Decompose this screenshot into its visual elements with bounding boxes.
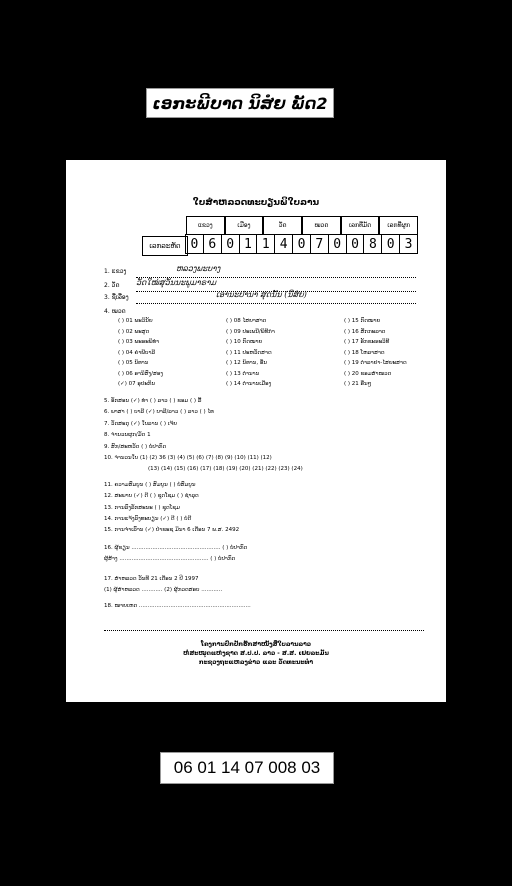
top-label-text: ເອກະພີບາດ ນິສໍຍ ພັດ2 [152,93,328,113]
lower-rows [104,396,424,612]
code-digit: 0 [292,234,311,254]
code-digit: 4 [274,234,293,254]
code-digit: 6 [203,234,222,254]
category-option[interactable]: ( ) 11 ປະຫວັດສາດ [226,349,272,356]
code-digit: 0 [381,234,400,254]
category-option[interactable]: ( ) 19 ຕຳລາຢາ-ໄສຍະສາດ [344,360,407,366]
id-code-label [160,752,334,784]
category-option[interactable]: ( ) 20 ຂອມສຳໝວດ [344,370,392,377]
category-column-2 [226,316,275,390]
code-box [142,216,418,256]
category-column-1 [118,316,163,390]
code-header-temple: ວັດ [263,216,302,234]
category-option[interactable]: ( ) 16 ສັກກະລາດ [344,328,386,335]
form-row: 11. ຄວາມສົມບູນ ( ) ສົມບູນ ( ) ບໍ່ສົມບູນ [104,481,196,488]
code-header-category: ໝວດ [302,216,341,234]
code-digit: 0 [221,234,240,254]
category-option[interactable]: ( ) 02 ພະສູດ [118,328,150,335]
category-option[interactable]: ( ) 06 ອານິສົງ/ສອງ [118,370,163,377]
form-row: 18. ໝາຍເຫດ ................................................................ [104,602,251,609]
category-column-3 [344,316,407,390]
footer-line: ຫໍສະໝຸດແຫ່ງຊາດ ສ.ປ.ປ. ລາວ - ສ.ສ. ເຢຍລະມັນ [183,650,329,657]
code-cells [186,234,418,254]
code-digit: 0 [346,234,365,254]
category-option[interactable]: ( ) 03 ພະອະພິທຳ [118,339,160,345]
footer-line: ໂຄງການປົກປັກຮັກສາໜັງສືໃບລານລາວ [200,641,312,648]
footer [66,640,446,667]
form-row: 1. ແຂວງ [104,268,127,275]
code-digit: 1 [256,234,275,254]
id-code-text: 06 01 14 07 008 03 [173,758,321,777]
fill-line [136,303,416,304]
code-digit: 0 [185,234,204,254]
category-option[interactable]: ( ) 09 ປະເພນີ/ພິທີກຳ [226,328,275,335]
category-option[interactable]: ( ) 13 ຕຳນານ [226,370,260,377]
category-option[interactable]: ( ) 10 ກົດໝາຍ [226,339,263,345]
form-row: 4. ໝວດ [104,308,126,315]
form-row: 16. ຜູ້ຂຽນ ................................................... ( ) ບໍ່ປາກົດ [104,544,248,551]
category-option[interactable]: ( ) 17 ອັກຂະຣະວິທີ [344,339,390,345]
form-row: 13. ການລົງລັກສະນະ ( ) ຊຸດໂຊມ [104,504,180,511]
form-row: 8. ຈຳນວນຜູກ/ມັດ 1 [104,432,151,439]
code-digit: 7 [310,234,329,254]
form-row: 3. ຊື່ເລື່ອງ [104,294,129,301]
category-option[interactable]: ( ) 21 ອື່ນໆ [344,381,372,387]
code-header-fascicle: ເລກທີ່ຜູກ [379,216,418,234]
form-row: (1) ຜູ້ສຳຫລວດ ............ (2) ຜູ້ກວດສອບ ............ [104,587,223,594]
form-row: 7. ວັດສະດຸ (✓) ໃບລານ ( ) ເຈ້ຍ [104,420,178,427]
form-row: 5. ອັກສອນ (✓) ທຳ ( ) ລາວ ( ) ຂອມ ( ) ລື້ [104,398,202,404]
handwritten-temple: ວັດໃໝ່ສຸວັນນະພູມາຣາມ [136,278,217,287]
category-option[interactable]: ( ) 18 ໂຫລາສາດ [344,349,385,356]
form-row: 15. ການຈຳເລົ່ານ (✓) ປຳຂະຊ ມິນາ 6 ເດືອນ 7 ພ.ສ. 2492 [104,527,240,534]
category-option[interactable]: ( ) 08 ໄສຍາສາດ [226,318,267,324]
survey-form-sheet [66,160,446,702]
form-row: 2. ວັດ [104,282,120,289]
category-option[interactable]: (✓) 07 ອຸປະກິນ [118,381,156,387]
category-option[interactable]: ( ) 01 ພະວິນັຍ [118,318,153,324]
code-digit: 1 [239,234,258,254]
code-header-bundle: ເລກທີ່ມັດ [341,216,380,234]
form-row: 9. ສົກ/ສະຫວັດ ( ) ບໍ່ປາກົດ [104,443,167,450]
code-header-district: ເມືອງ [225,216,264,234]
code-digit: 0 [328,234,347,254]
form-row: 12. ສະພາບ (✓) ດີ ( ) ຊຸດໂຊມ ( ) ຊຳລຸດ [104,493,199,500]
category-option[interactable]: ( ) 05 ນິທານ [118,360,149,366]
fill-line [104,630,424,631]
category-option[interactable]: ( ) 15 ກົດໝາຍ [344,318,381,324]
form-row: 17. ສຳຫລວດ ວັນທີ 21 ເດືອນ 2 ປີ 1997 [104,575,199,582]
code-header-province: ແຂວງ [186,216,225,234]
code-label: ເລກລະຫັດ [142,236,188,256]
form-row: 10. ຈຳນວນໃບ (1) (2) 36 (3) (4) (5) (6) (7) (8) (9) (10) (11) (12) [104,455,272,462]
footer-line: ກະຊວງຖະແຫລງຂ່າວ ແລະ ວັດທະນະທຳ [198,659,314,666]
top-label-strip [146,88,334,118]
form-title: ໃບສຳຫລວດທະບຽນພິໃບລານ [192,198,320,208]
form-row: (13) (14) (15) (16) (17) (18) (19) (20) (21) (22) (23) (24) [148,466,303,473]
form-row: 6. ພາສາ ( ) ບາລີ (✓) ບາລີ/ລາວ ( ) ລາວ ( ) ໄທ [104,409,214,416]
code-headers [186,216,418,234]
form-row: 14. ການແຈ້ງລົງທະບຽນ (✓) ດີ ( ) ບໍ່ດີ [104,516,192,523]
category-option[interactable]: ( ) 04 ຄຳພີບາລີ [118,349,156,356]
code-digit: 3 [399,234,418,254]
handwritten-title: ເອານະປານາ ສຸດນັ້ນ (ນິສໍຍ) [216,290,307,299]
category-option[interactable]: ( ) 14 ຕຳນານເມືອງ [226,381,272,387]
code-digit: 8 [363,234,382,254]
form-row: ຜູ້ສ້າງ ................................................... ( ) ບໍ່ປາກົດ [104,556,236,563]
handwritten-province: ຫລວງພະບາງ [176,264,221,273]
category-option[interactable]: ( ) 12 ນິທານ, ອື່ນ [226,360,267,366]
